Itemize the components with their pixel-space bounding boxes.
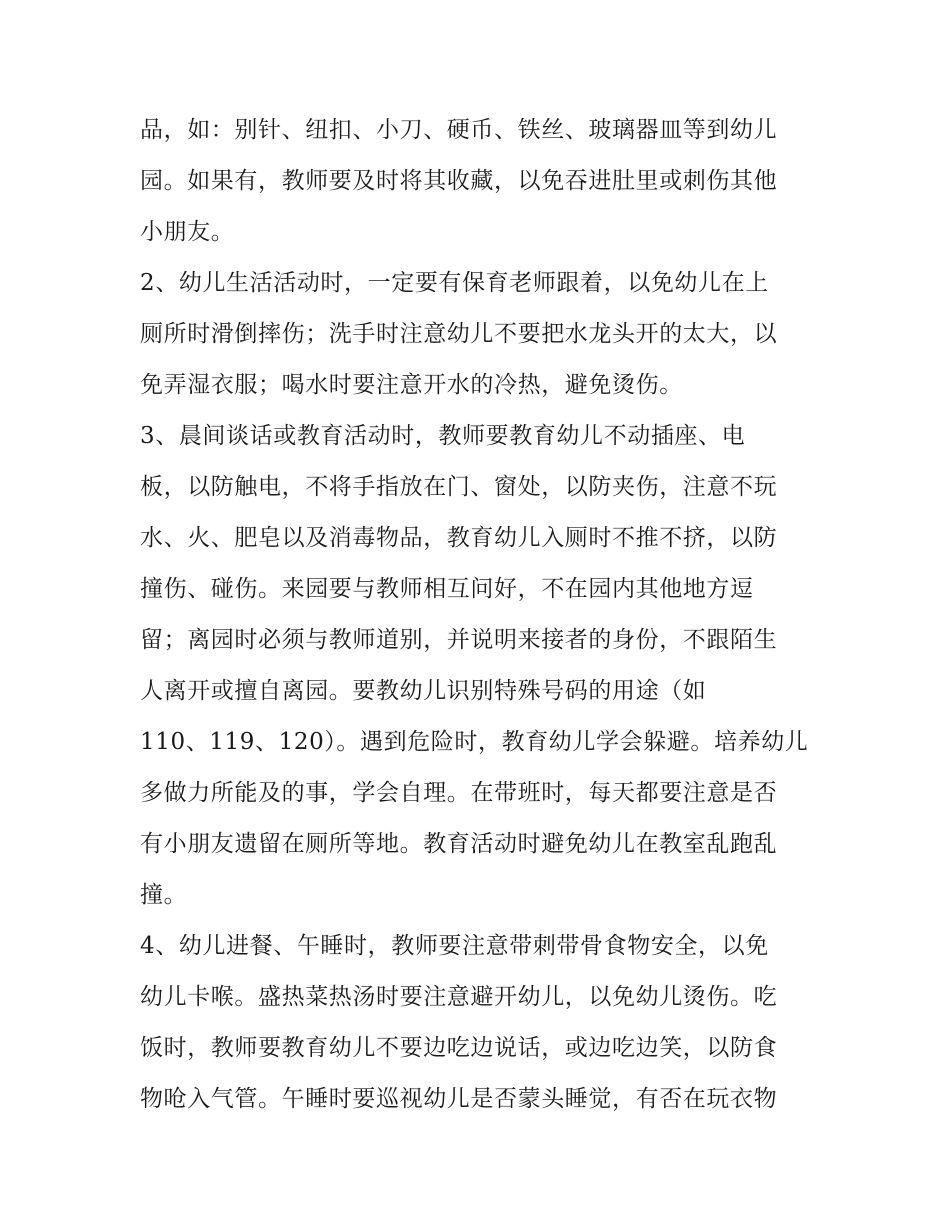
- text-line: 小朋友。: [140, 219, 235, 245]
- text-line: 幼儿卡喉。盛热菜热汤时要注意避开幼儿，以免幼儿烫伤。吃: [140, 984, 778, 1010]
- text-line: 撞伤、碰伤。来园要与教师相互问好，不在园内其他地方逗: [140, 576, 754, 602]
- text-line: 免弄湿衣服；喝水时要注意开水的冷热，避免烫伤。: [140, 372, 683, 398]
- text-line: 水、火、肥皂以及消毒物品，教育幼儿入厕时不推不挤，以防: [140, 525, 778, 551]
- text-line: 厕所时滑倒摔伤；洗手时注意幼儿不要把水龙头开的太大，以: [140, 321, 778, 347]
- text-line: 饭时，教师要教育幼儿不要边吃边说话，或边吃边笑，以防食: [140, 1035, 778, 1061]
- text-line: 3、晨间谈话或教育活动时，教师要教育幼儿不动插座、电: [140, 423, 746, 449]
- text-line: 有小朋友遗留在厕所等地。教育活动时避免幼儿在教室乱跑乱: [140, 831, 778, 857]
- text-line: 人离开或擅自离园。要教幼儿识别特殊号码的用途（如: [140, 678, 707, 704]
- text-line: 4、幼儿进餐、午睡时，教师要注意带刺带骨食物安全，以免: [140, 933, 769, 959]
- text-line: 物呛入气管。午睡时要巡视幼儿是否蒙头睡觉，有否在玩衣物: [140, 1086, 778, 1112]
- text-line: 板，以防触电，不将手指放在门、窗处，以防夹伤，注意不玩: [140, 474, 778, 500]
- text-line: 多做力所能及的事，学会自理。在带班时，每天都要注意是否: [140, 780, 778, 806]
- body-text: [140, 105, 820, 1125]
- text-line: 园。如果有，教师要及时将其收藏，以免吞进肚里或刺伤其他: [140, 168, 778, 194]
- text-line: 撞。: [140, 882, 188, 908]
- text-line: 留；离园时必须与教师道别，并说明来接者的身份，不跟陌生: [140, 627, 778, 653]
- text-line: 品，如：别针、纽扣、小刀、硬币、铁丝、玻璃器皿等到幼儿: [140, 117, 778, 143]
- text-line: 2、幼儿生活活动时，一定要有保育老师跟着，以免幼儿在上: [140, 270, 769, 296]
- text-line: 110、119、120）。遇到危险时，教育幼儿学会躲避。培养幼儿: [140, 729, 809, 755]
